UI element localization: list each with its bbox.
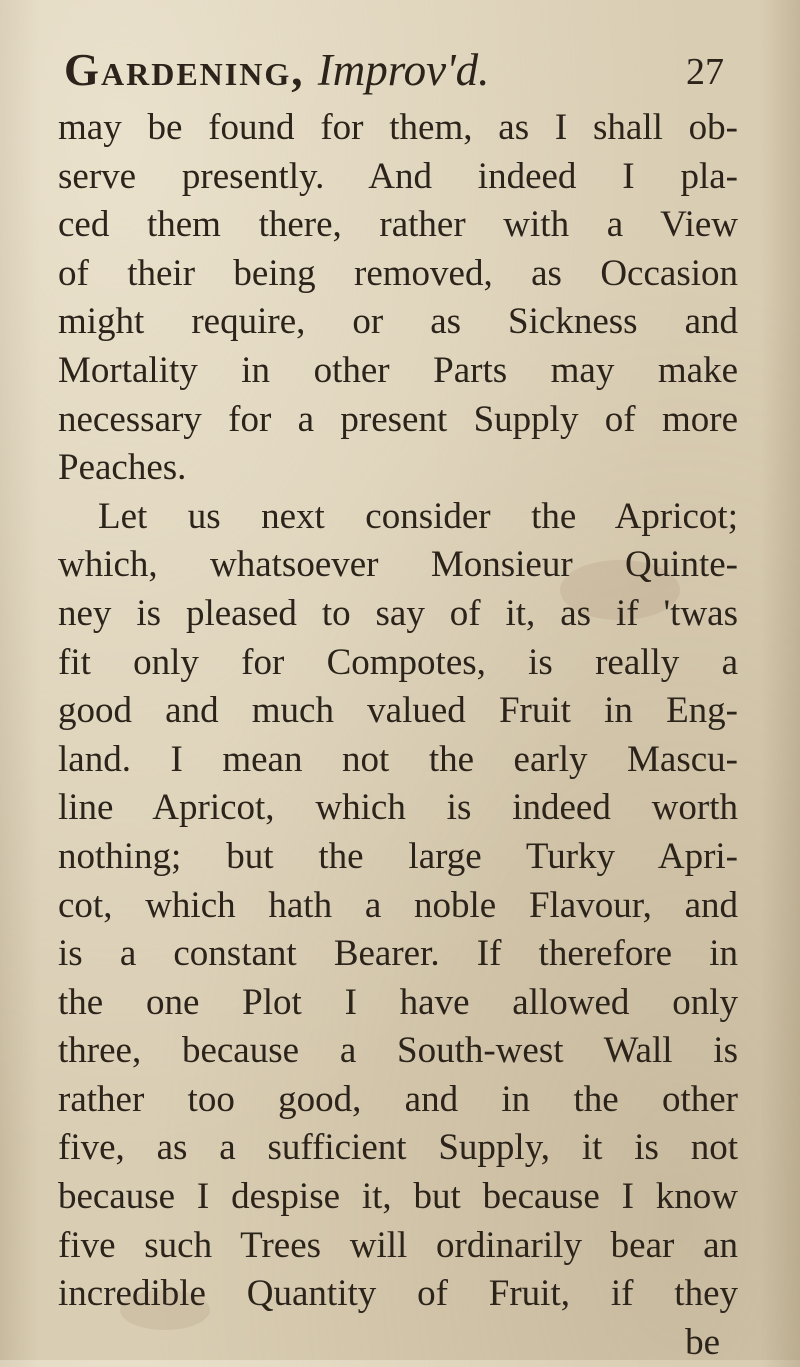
text-line: may be found for them, as I shall ob-: [58, 107, 738, 148]
text-line: good and much valued Fruit in Eng-: [58, 690, 738, 732]
running-title: [64, 44, 489, 96]
running-title-italic: Improv'd.: [317, 45, 490, 95]
text-line: Let us next consider the Apricot;: [98, 495, 738, 537]
running-title-main: Gardening,: [64, 45, 305, 95]
text-line: necessary for a present Supply of more: [58, 398, 738, 440]
text-line: which, whatsoever Monsieur Quinte-: [58, 544, 738, 586]
text-line: is a constant Bearer. If therefore in: [58, 933, 738, 975]
text-line: ney is pleased to say of it, as if 'twas: [58, 592, 738, 634]
text-line: incredible Quantity of Fruit, if they: [58, 1273, 738, 1315]
page-number: 27: [686, 51, 724, 93]
catchword: be: [685, 1321, 720, 1363]
text-line: three, because a South-west Wall is: [58, 1030, 738, 1072]
text-line: fit only for Compotes, is really a: [58, 641, 738, 683]
text-line: Peaches.: [58, 447, 187, 489]
text-line: might require, or as Sickness and: [58, 301, 738, 343]
text-line: because I despise it, but because I know: [58, 1176, 738, 1218]
text-line: cot, which hath a noble Flavour, and: [58, 884, 738, 926]
text-line: serve presently. And indeed I pla-: [58, 155, 738, 197]
text-line: five, as a sufficient Supply, it is not: [58, 1127, 738, 1169]
text-line: line Apricot, which is indeed worth: [58, 787, 738, 829]
text-line: nothing; but the large Turky Apri-: [58, 835, 738, 877]
text-line: land. I mean not the early Mascu-: [58, 738, 738, 780]
text-line: five such Trees will ordinarily bear an: [58, 1224, 738, 1266]
text-line: the one Plot I have allowed only: [58, 981, 738, 1023]
body-text: [58, 104, 738, 1367]
text-line: of their being removed, as Occasion: [58, 252, 738, 294]
text-line: rather too good, and in the other: [58, 1078, 738, 1120]
text-line: Mortality in other Parts may make: [58, 349, 738, 391]
page-header: [64, 40, 724, 104]
text-line: ced them there, rather with a View: [58, 204, 738, 246]
